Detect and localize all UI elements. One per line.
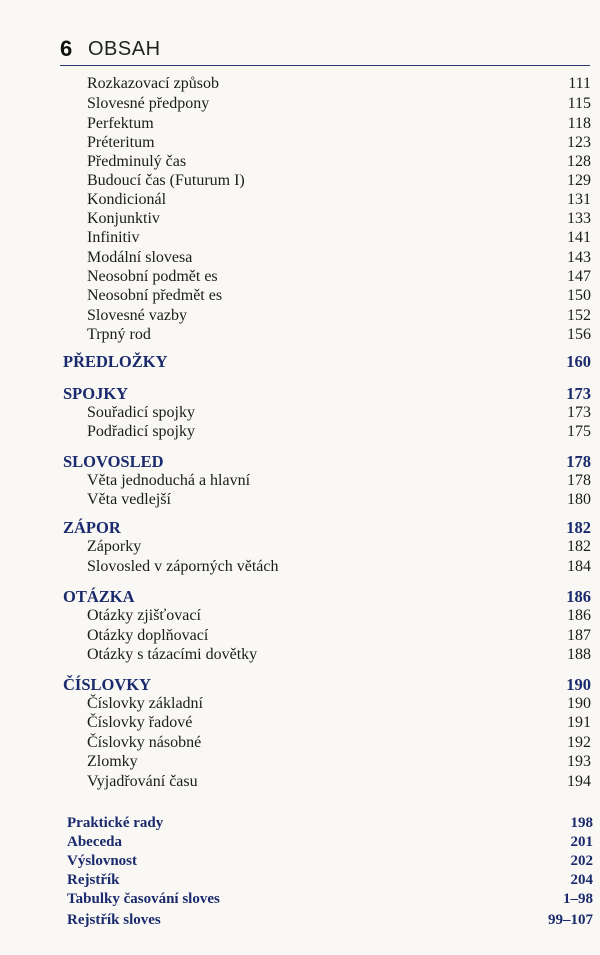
toc-entry (87, 325, 591, 345)
toc-entry-page: 160 (566, 352, 591, 371)
toc-entry-title: SLOVOSLED (63, 452, 164, 471)
toc-entry-title: OTÁZKA (63, 587, 135, 606)
toc-entry-page: 192 (567, 734, 591, 751)
toc-entry (87, 713, 591, 733)
toc-entry (87, 471, 591, 491)
toc-entry (87, 694, 591, 714)
toc-entry-title: Věta jednoduchá a hlavní (87, 472, 251, 489)
toc-entry-page: 141 (567, 229, 591, 246)
toc-section-heading (63, 352, 591, 372)
toc-appendix-entry (67, 813, 593, 833)
page-title: OBSAH (88, 38, 161, 60)
toc-entry (87, 557, 591, 577)
toc-entry-title: Praktické rady (67, 815, 164, 831)
toc-entry-page: 193 (567, 753, 591, 770)
toc-entry (87, 248, 591, 268)
toc-entry-title: Otázky doplňovací (87, 627, 209, 644)
toc-entry-page: 194 (567, 773, 591, 790)
toc-entry (87, 114, 591, 134)
toc-entry (87, 422, 591, 442)
toc-entry (87, 772, 591, 792)
toc-entry (87, 228, 591, 248)
toc-entry (87, 733, 591, 753)
toc-entry-title: Budoucí čas (Futurum I) (87, 172, 245, 189)
page-number: 6 (60, 36, 73, 61)
toc-entry-page: 186 (567, 607, 591, 624)
toc-appendix-entry (67, 889, 593, 909)
toc-entry-page: 201 (570, 834, 593, 850)
toc-entry (87, 94, 591, 114)
toc-entry-title: Perfektum (87, 115, 154, 132)
toc-entry-page: 156 (567, 326, 591, 343)
toc-section-heading (63, 675, 591, 695)
toc-entry-page: 178 (567, 472, 591, 489)
toc-entry-page: 178 (566, 452, 591, 471)
toc-entry-page: 191 (567, 714, 591, 731)
toc-entry-title: Trpný rod (87, 326, 151, 343)
toc-entry (87, 490, 591, 510)
toc-entry-page: 188 (567, 646, 591, 663)
toc-entry-page: 173 (566, 384, 591, 403)
toc-entry-title: Číslovky násobné (87, 734, 202, 751)
toc-entry-page: 133 (567, 210, 591, 227)
toc-entry-title: Kondicionál (87, 191, 167, 208)
toc-section-heading (63, 452, 591, 472)
toc-entry-title: PŘEDLOŽKY (63, 352, 168, 371)
toc-entry-title: Otázky zjišťovací (87, 607, 201, 624)
toc-entry-title: Zlomky (87, 753, 138, 770)
toc-entry-page: 147 (567, 268, 591, 285)
toc-entry-page: 1–98 (563, 891, 593, 907)
toc-entry-page: 204 (570, 872, 593, 888)
toc-entry (87, 645, 591, 665)
toc-entry-title: Konjunktiv (87, 210, 160, 227)
toc-entry-title: Modální slovesa (87, 249, 193, 266)
toc-entry-page: 184 (567, 558, 591, 575)
toc-entry-title: Souřadicí spojky (87, 404, 195, 421)
toc-entry-page: 99–107 (548, 912, 593, 928)
toc-entry-title: Rozkazovací způsob (87, 75, 219, 92)
toc-section-heading (63, 587, 591, 607)
toc-entry (87, 152, 591, 172)
toc-entry-title: Neosobní předmět es (87, 287, 223, 304)
toc-entry-page: 198 (570, 815, 593, 831)
toc-entry-page: 118 (567, 115, 591, 132)
toc-entry (87, 267, 591, 287)
toc-entry-page: 111 (568, 75, 591, 92)
toc-entry (87, 209, 591, 229)
toc-entry-title: ČÍSLOVKY (63, 675, 152, 694)
toc-entry-title: Věta vedlejší (87, 491, 171, 508)
toc-entry (87, 190, 591, 210)
toc-appendix-entry (67, 910, 593, 930)
toc-entry-page: 186 (566, 587, 591, 606)
toc-entry (87, 626, 591, 646)
toc-appendix-entry (67, 851, 593, 871)
toc-entry-title: Infinitiv (87, 229, 140, 246)
toc-entry (87, 606, 591, 626)
toc-entry-title: Číslovky základní (87, 695, 203, 712)
toc-section-heading (63, 518, 591, 538)
toc-section-heading (63, 384, 591, 404)
toc-entry-page: 131 (567, 191, 591, 208)
toc-entry-title: Výslovnost (67, 853, 138, 869)
toc-entry (87, 171, 591, 191)
toc-entry (87, 537, 591, 557)
toc-appendix-entry (67, 870, 593, 890)
toc-entry-page: 152 (567, 307, 591, 324)
toc-entry-page: 115 (567, 95, 591, 112)
toc-entry-title: Předminulý čas (87, 153, 187, 170)
toc-entry-page: 190 (566, 675, 591, 694)
toc-entry-title: Vyjadřování času (87, 773, 198, 790)
toc-entry-title: Číslovky řadové (87, 714, 193, 731)
toc-entry (87, 403, 591, 423)
toc-entry-title: Záporky (87, 538, 142, 555)
toc-entry-page: 128 (567, 153, 591, 170)
toc-entry (87, 74, 591, 94)
toc-entry-title: Slovesné vazby (87, 307, 187, 324)
toc-entry-title: Otázky s tázacími dovětky (87, 646, 258, 663)
toc-entry-title: Préteritum (87, 134, 155, 151)
toc-entry (87, 133, 591, 153)
toc-entry-page: 190 (567, 695, 591, 712)
toc-entry (87, 286, 591, 306)
toc-entry-title: Abeceda (67, 834, 122, 850)
toc-entry-page: 173 (567, 404, 591, 421)
toc-entry-page: 143 (567, 249, 591, 266)
toc-entry-page: 182 (566, 518, 591, 537)
toc-entry-page: 129 (567, 172, 591, 189)
toc-entry (87, 752, 591, 772)
toc-entry-title: Tabulky časování sloves (67, 891, 220, 907)
toc-entry-page: 182 (567, 538, 591, 555)
toc-entry-page: 123 (567, 134, 591, 151)
toc-entry-page: 175 (567, 423, 591, 440)
toc-entry-title: ZÁPOR (63, 518, 121, 537)
toc-entry-title: Neosobní podmět es (87, 268, 218, 285)
toc-entry-title: Slovosled v záporných větách (87, 558, 279, 575)
toc-entry (87, 306, 591, 326)
toc-entry-title: Rejstřík (67, 872, 120, 888)
toc-entry-page: 150 (567, 287, 591, 304)
toc-entry-page: 180 (567, 491, 591, 508)
toc-entry-title: Podřadicí spojky (87, 423, 195, 440)
toc-entry-title: Rejstřík sloves (67, 912, 161, 928)
toc-entry-title: SPOJKY (63, 384, 129, 403)
toc-entry-page: 187 (567, 627, 591, 644)
toc-appendix-entry (67, 832, 593, 852)
toc-entry-title: Slovesné předpony (87, 95, 210, 112)
toc-entry-page: 202 (570, 853, 593, 869)
